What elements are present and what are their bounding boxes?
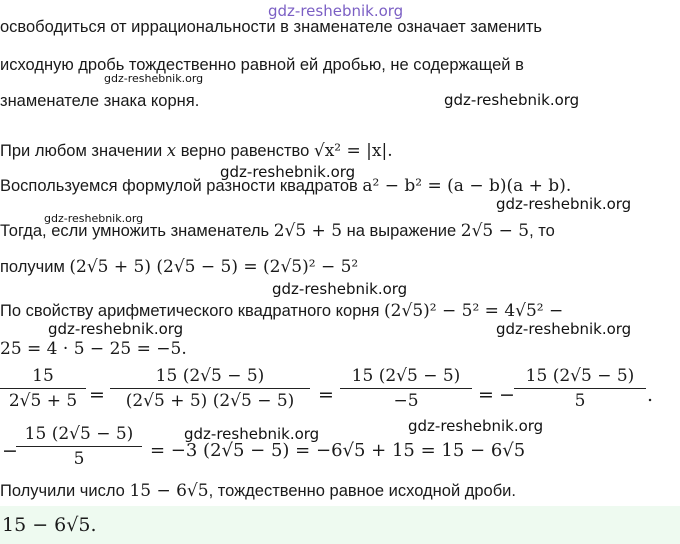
p2-formula: a² − b² = (a − b)(a + b). <box>362 176 572 196</box>
p7-end: , тождественно равное исходной дроби. <box>208 482 516 500</box>
equals-2: = <box>318 384 334 406</box>
p2-text: Воспользуемся формулой разности квадратов <box>0 177 363 195</box>
eq2-rest: = −3 (2√5 − 5) = −6√5 + 15 = 15 − 6√5 <box>150 440 526 461</box>
fraction-2-denominator: (2√5 + 5) (2√5 − 5) <box>110 388 310 411</box>
p7-formula: 15 − 6√5 <box>129 481 209 501</box>
p3-mid: на выражение <box>342 222 461 240</box>
watermark-top: gdz-reshebnik.org <box>268 2 404 20</box>
fraction-4 <box>514 366 646 411</box>
paragraph-conclusion <box>0 480 516 502</box>
p4-formula: (2√5 + 5) (2√5 − 5) = (2√5)² − 5² <box>69 257 359 277</box>
watermark-1: gdz-reshebnik.org <box>104 72 204 85</box>
fraction-3 <box>340 366 472 411</box>
p1-mid: верно равенство <box>176 142 314 160</box>
p6-formula: 25 = 4 · 5 − 25 = −5. <box>0 339 187 359</box>
p7-text: Получили число <box>0 482 130 500</box>
watermark-5: gdz-reshebnik.org <box>44 212 144 225</box>
fraction-3-denominator: −5 <box>340 388 472 411</box>
fraction-1 <box>0 366 86 411</box>
watermark-3: gdz-reshebnik.org <box>220 163 356 181</box>
watermark-10: gdz-reshebnik.org <box>408 417 544 435</box>
fraction-2-numerator: 15 (2√5 − 5) <box>155 366 265 386</box>
p1-text: При любом значении <box>0 142 167 160</box>
fraction-5 <box>16 424 142 469</box>
p3-end: , то <box>529 222 555 240</box>
fraction-4-denominator: 5 <box>514 388 646 411</box>
fraction-3-numerator: 15 (2√5 − 5) <box>351 366 461 386</box>
fraction-1-denominator: 2√5 + 5 <box>0 388 86 411</box>
paragraph-multiply <box>0 220 555 242</box>
watermark-6: gdz-reshebnik.org <box>272 280 408 298</box>
equals-3: = <box>478 384 494 406</box>
period-1: . <box>647 384 654 406</box>
p5-text: По свойству арифметического квадратного корня <box>0 302 385 320</box>
p1-var: x <box>166 141 177 160</box>
paragraph-root-property <box>0 300 563 322</box>
paragraph-diff-squares <box>0 175 571 197</box>
intro-line-3: знаменателе знака корня. <box>0 92 200 110</box>
intro-line-1: освободиться от иррациональности в знаменателе означает заменить <box>0 18 542 36</box>
p4-text: получим <box>0 258 70 276</box>
fraction-5-denominator: 5 <box>16 446 142 469</box>
p3-text: Тогда, если умножить знаменатель <box>0 222 274 240</box>
watermark-2: gdz-reshebnik.org <box>444 91 580 109</box>
minus-2: − <box>2 440 18 462</box>
intro-line-2: исходную дробь тождественно равной ей дробью, не содержащей в <box>0 56 524 74</box>
p3-f2: 2√5 − 5 <box>460 221 530 241</box>
answer-formula: 15 − 6√5. <box>2 514 97 536</box>
fraction-2 <box>110 366 310 411</box>
minus-1: − <box>499 384 515 406</box>
watermark-4: gdz-reshebnik.org <box>496 195 632 213</box>
p5-formula: (2√5)² − 5² = 4√5² − <box>384 301 564 321</box>
fraction-1-numerator: 15 <box>32 366 54 386</box>
watermark-9: gdz-reshebnik.org <box>184 425 320 443</box>
p1-formula: √x² = |x|. <box>313 141 393 161</box>
paragraph-abs-value <box>0 140 393 162</box>
equals-1: = <box>89 384 105 406</box>
p3-f1: 2√5 + 5 <box>273 221 343 241</box>
paragraph-product <box>0 256 358 278</box>
answer-box <box>0 506 680 544</box>
watermark-7: gdz-reshebnik.org <box>48 320 184 338</box>
fraction-4-numerator: 15 (2√5 − 5) <box>525 366 635 386</box>
paragraph-result <box>0 338 187 360</box>
watermark-8: gdz-reshebnik.org <box>496 320 632 338</box>
fraction-5-numerator: 15 (2√5 − 5) <box>24 424 134 444</box>
